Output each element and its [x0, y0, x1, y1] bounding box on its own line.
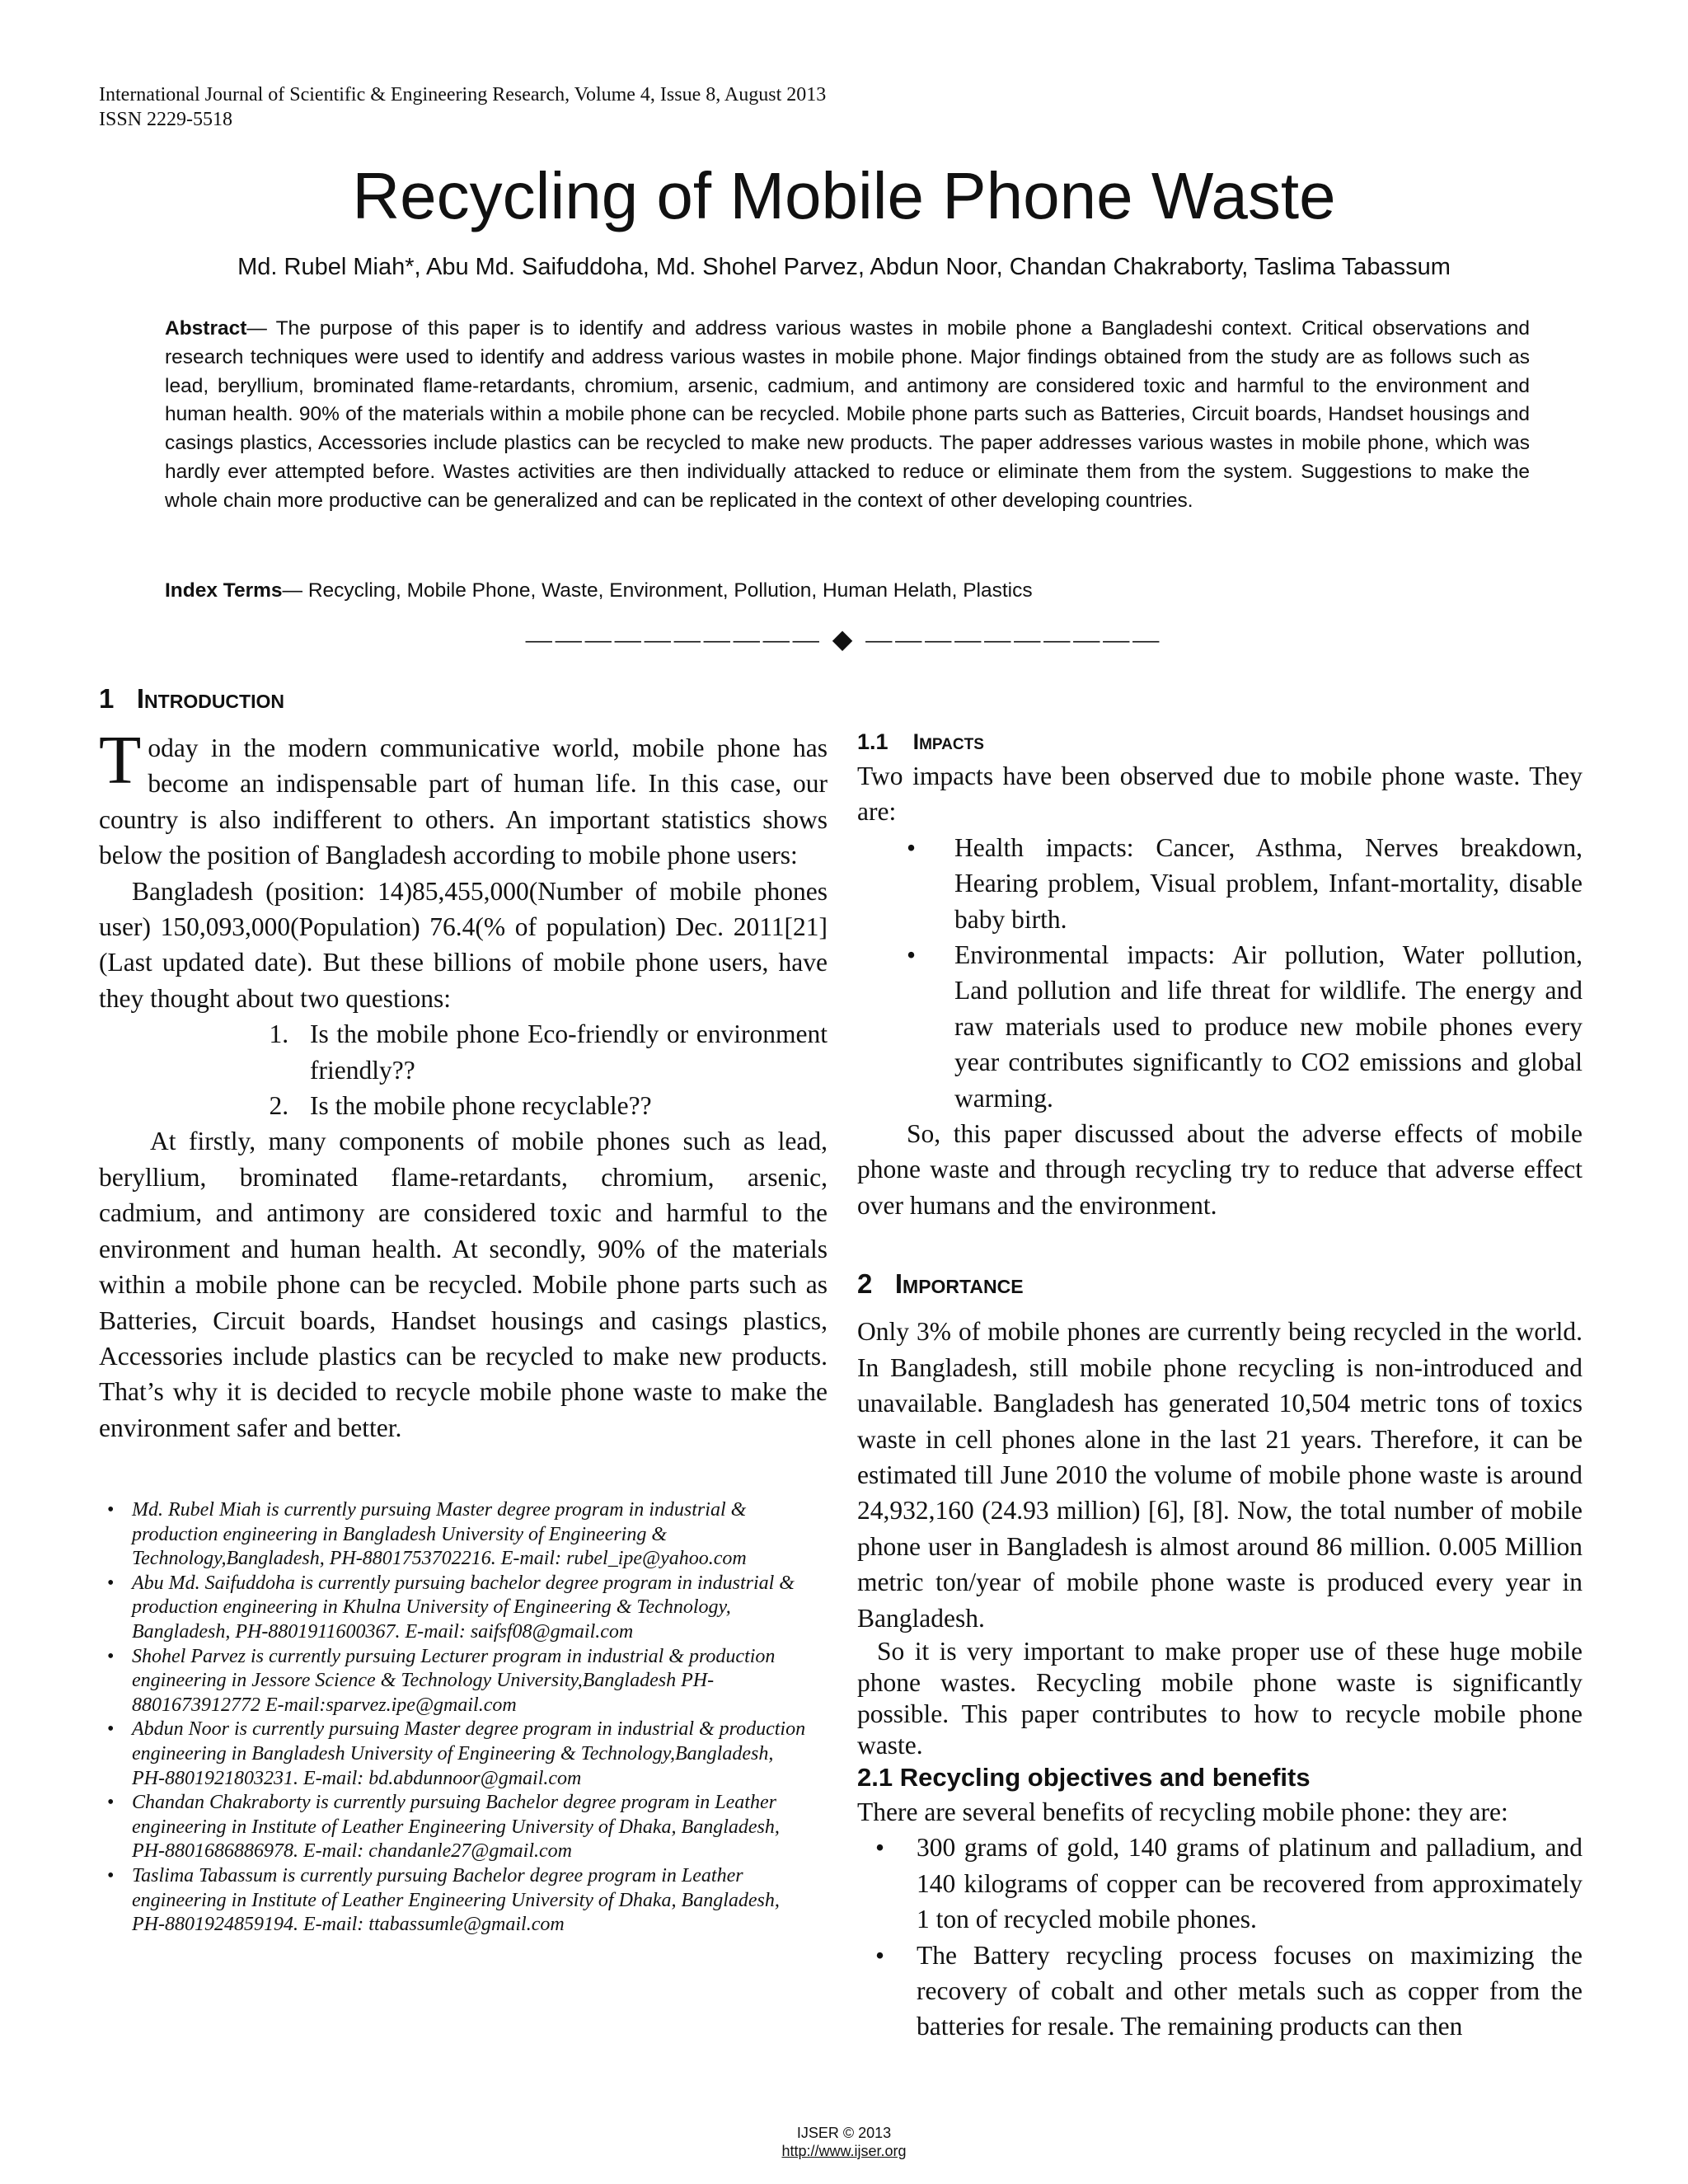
author-footnotes: [99, 1498, 808, 1938]
list-item: 1. Is the mobile phone Eco-friendly or environment friendly??: [295, 1016, 828, 1088]
list-item: 2. Is the mobile phone recyclable??: [295, 1088, 828, 1123]
introduction-paragraph-1-text: oday in the modern communicative world, mobile phone has become an indispensable part of human life. In this case, our country is also indifferent to others. An important statistics shows below the position of Bangladesh according to mobile phone users:: [99, 733, 828, 870]
introduction-title: Introduction: [136, 683, 284, 714]
footnote-item: • Chandan Chakraborty is currently pursuing Bachelor degree program in Leather engineering in Institute of Leather Engineering University of Dhaka, Bangladesh, PH-8801686886978. E-mail: chandanle27@gmail.com: [132, 1791, 808, 1864]
paper-title: Recycling of Mobile Phone Waste: [352, 159, 1336, 232]
right-column: [857, 725, 1582, 2045]
footnote-item: • Md. Rubel Miah is currently pursuing Master degree program in industrial & production engineering in Bangladesh University of Engineering & Technology,Bangladesh, PH-8801753702216. E-mail: rubel_ipe@yahoo.com: [132, 1498, 808, 1572]
recycling-objectives-intro: There are several benefits of recycling mobile phone: they are:: [857, 1797, 1508, 1826]
abstract-text: The purpose of this paper is to identify and address various wastes in mobile phone a Bangladeshi context. Critical observations and research techniques were used to identify and address various wastes in mobile phone. Major findings obtained from the study are as follows such as lead, beryllium, brominated flame-retardants, chromium, arsenic, cadmium, and antimony are considered toxic and harmful to the environment and human health. 90% of the materials within a mobile phone can be recycled. Mobile phone parts such as Batteries, Circuit boards, Handset housings and casings plastics, Accessories include plastics can be recycled to make new products. The paper addresses various wastes in mobile phone, which was hardly ever attempted before. Wastes activities are then individually attacked to reduce or eliminate them from the system. Suggestions to make the whole chain more productive can be generalized and can be replicated in the context of other developing countries.: [165, 317, 1530, 512]
abstract: [165, 315, 1530, 516]
impacts-heading: [857, 725, 1582, 758]
journal-header: [99, 82, 826, 132]
abstract-label: Abstract: [165, 317, 247, 340]
importance-title: Importance: [894, 1268, 1024, 1300]
copyright: IJSER © 2013: [796, 2125, 892, 2141]
question-list: [99, 1016, 828, 1123]
author-list: Md. Rubel Miah*, Abu Md. Saifuddoha, Md. Shohel Parvez, Abdun Noor, Chandan Chakraborty, Taslima Tabassum: [237, 254, 1451, 280]
footnote-item: • Abu Md. Saifuddoha is currently pursuing bachelor degree program in industrial & production engineering in Khulna University of Engineering & Technology, Bangladesh, PH-8801911600367. E-mail: saifsf08@gmail.com: [132, 1572, 808, 1645]
left-column: [99, 681, 828, 1446]
introduction-number: 1: [99, 683, 115, 714]
list-item: • Health impacts: Cancer, Asthma, Nerves breakdown, Hearing problem, Visual problem, Infant-mortality, disable baby birth.: [954, 830, 1582, 937]
impacts-closing: So, this paper discussed about the adverse effects of mobile phone waste and through recycling try to reduce that adverse effect over humans and the environment.: [857, 1119, 1582, 1220]
introduction-heading: [99, 681, 828, 717]
importance-heading: [857, 1266, 1582, 1302]
journal-citation: International Journal of Scientific & Engineering Research, Volume 4, Issue 8, August 2013: [99, 84, 827, 105]
impacts-number: 1.1: [857, 729, 889, 754]
recycling-benefits-list: [857, 1830, 1582, 2044]
index-terms: [165, 577, 1530, 605]
index-terms-dash: —: [282, 579, 308, 602]
page-footer: [0, 2124, 1688, 2160]
importance-paragraph-1: Only 3% of mobile phones are currently being recycled in the world. In Bangladesh, still mobile phone recycling is non-introduced and unavailable. Bangladesh has generated 10,504 metric tons of toxics waste in cell phones alone in the last 21 years. Therefore, it can be estimated till June 2010 the volume of mobile phone waste is around 24,932,160 (24.93 million) [6], [8]. Now, the total number of mobile phone user in Bangladesh is almost around 86 million. 0.005 Million metric ton/year of mobile phone waste is produced every year in Bangladesh.: [857, 1317, 1582, 1633]
introduction-paragraph-3: At firstly, many components of mobile phones such as lead, beryllium, brominated flame-retardants, chromium, arsenic, cadmium, and antimony are considered toxic and harmful to the environment and human health. At secondly, 90% of the materials within a mobile phone can be recycled. Mobile phone parts such as Batteries, Circuit boards, Handset housings and casings plastics, Accessories include plastics can be recycled to make new products. That’s why it is decided to recycle mobile phone waste to make the environment safer and better.: [99, 1127, 828, 1442]
footnote-item: • Taslima Tabassum is currently pursuing Bachelor degree program in Leather engineering in Institute of Leather Engineering University of Dhaka, Bangladesh, PH-8801924859194. E-mail: ttabassumle@gmail.com: [132, 1864, 808, 1938]
impacts-list: [857, 830, 1582, 1116]
list-item: • Environmental impacts: Air pollution, Water pollution, Land pollution and life threat for wildlife. The energy and raw materials used to produce new mobile phones every year contributes significantly to CO2 emissions and global warming.: [954, 937, 1582, 1116]
issn: ISSN 2229-5518: [99, 109, 233, 130]
index-terms-label: Index Terms: [165, 579, 283, 602]
introduction-paragraph-1: [99, 722, 828, 874]
impacts-intro: Two impacts have been observed due to mobile phone waste. They are:: [857, 762, 1582, 827]
section-divider: —————————— ◆ ——————————: [525, 624, 1163, 654]
abstract-dash: —: [246, 317, 276, 340]
introduction-paragraph-2: Bangladesh (position: 14)85,455,000(Number of mobile phones user) 150,093,000(Population) 76.4(% of population) Dec. 2011[21] (Last updated date). But these billions of mobile phone users, have they thought about two questions:: [99, 876, 828, 1013]
impacts-title: Impacts: [912, 729, 984, 754]
list-item: • 300 grams of gold, 140 grams of platinum and palladium, and 140 kilograms of copper can be recovered from approximately 1 ton of recycled mobile phones.: [917, 1830, 1582, 1937]
journal-url-link[interactable]: http://www.ijser.org: [781, 2143, 907, 2159]
importance-number: 2: [857, 1268, 873, 1300]
importance-paragraph-2: So it is very important to make proper use of these huge mobile phone wastes. Recycling mobile phone waste is significantly possible. This paper contributes to how to recycle mobile phone waste.: [857, 1636, 1582, 1760]
footnote-item: • Shohel Parvez is currently pursuing Lecturer program in industrial & production engineering in Jessore Science & Technology University,Bangladesh PH-8801673912772 E-mail:sparvez.ipe@gmail.com: [132, 1645, 808, 1718]
drop-cap: T: [99, 722, 142, 799]
list-item: • The Battery recycling process focuses on maximizing the recovery of cobalt and other metals such as copper from the batteries for resale. The remaining products can then: [917, 1938, 1582, 2045]
recycling-objectives-heading: 2.1 Recycling objectives and benefits: [857, 1762, 1311, 1792]
index-terms-text: Recycling, Mobile Phone, Waste, Environment, Pollution, Human Helath, Plastics: [307, 579, 1033, 602]
footnote-item: • Abdun Noor is currently pursuing Master degree program in industrial & production engineering in Bangladesh University of Engineering & Technology,Bangladesh, PH-8801921803231. E-mail: bd.abdunnoor@gmail.com: [132, 1718, 808, 1791]
